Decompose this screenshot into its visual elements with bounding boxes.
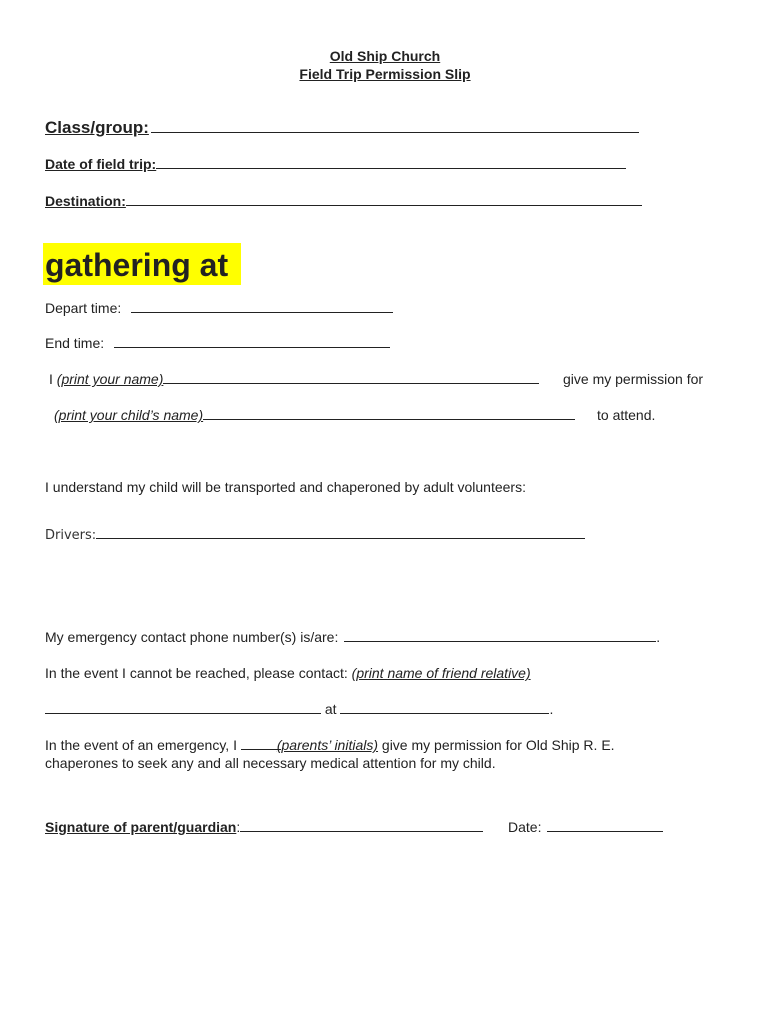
- signature-row: [45, 819, 483, 835]
- i-prefix: I: [49, 371, 53, 387]
- emergency-phone-row: [45, 629, 660, 645]
- emergency-phone-label: My emergency contact phone number(s) is/are:: [45, 629, 339, 645]
- class-group-field[interactable]: [151, 132, 639, 133]
- alt-contact-phone-field[interactable]: [340, 713, 549, 714]
- alt-contact-label: In the event I cannot be reached, please contact:: [45, 665, 348, 681]
- medical-permission-line1: [45, 737, 615, 753]
- medical-suffix: give my permission for Old Ship R. E.: [381, 737, 615, 753]
- destination-field[interactable]: [126, 205, 642, 206]
- alt-contact-row: [45, 665, 531, 681]
- transport-statement: I understand my child will be transported and chaperoned by adult volunteers:: [45, 479, 526, 495]
- give-permission-text: give my permission for: [563, 371, 704, 387]
- child-name-field[interactable]: [203, 419, 575, 420]
- medical-prefix: In the event of an emergency, I: [45, 737, 237, 753]
- date-sign-field[interactable]: [547, 831, 663, 832]
- signature-field[interactable]: [240, 831, 483, 832]
- church-name: Old Ship Church: [329, 48, 441, 64]
- end-label: End time:: [45, 335, 105, 351]
- print-child-name-hint: (print your child’s name): [54, 407, 204, 423]
- form-title: Field Trip Permission Slip: [299, 66, 471, 82]
- emergency-phone-field[interactable]: [344, 641, 656, 642]
- depart-row: [45, 300, 393, 316]
- end-field[interactable]: [114, 347, 390, 348]
- class-group-label: Class/group:: [45, 118, 149, 137]
- medical-permission-line2: chaperones to seek any and all necessary medical attention for my child.: [45, 755, 496, 771]
- gathering-text: gathering at: [45, 247, 229, 283]
- alt-contact-period: .: [549, 701, 554, 717]
- print-your-name-hint: (print your name): [56, 371, 164, 387]
- permission-row: [49, 371, 539, 387]
- drivers-label: Drivers:: [45, 528, 97, 543]
- alt-contact-fields-row: [45, 701, 553, 717]
- print-friend-hint: (print name of friend relative): [351, 665, 531, 681]
- alt-contact-name-field[interactable]: [45, 713, 321, 714]
- drivers-row: [45, 528, 585, 543]
- date-sign-label: Date:: [508, 819, 542, 835]
- end-row: [45, 335, 390, 351]
- child-row: [54, 407, 575, 423]
- emergency-phone-end: .: [656, 629, 661, 645]
- date-sign-row: [508, 819, 663, 835]
- date-label: Date of field trip:: [45, 156, 157, 172]
- destination-row: [45, 193, 642, 209]
- destination-label: Destination:: [45, 193, 126, 209]
- depart-label: Depart time:: [45, 300, 122, 316]
- class-group-row: [45, 118, 639, 138]
- parents-initials-hint: (parents’ initials): [276, 737, 379, 753]
- to-attend-text: to attend.: [597, 407, 656, 423]
- date-field[interactable]: [156, 168, 626, 169]
- signature-colon: :: [236, 819, 241, 835]
- signature-label: Signature of parent/guardian: [45, 819, 237, 835]
- initials-field[interactable]: [241, 749, 281, 750]
- drivers-field[interactable]: [96, 538, 585, 539]
- parent-name-field[interactable]: [163, 383, 539, 384]
- date-row: [45, 156, 626, 172]
- depart-field[interactable]: [131, 312, 393, 313]
- at-word: at: [324, 701, 337, 717]
